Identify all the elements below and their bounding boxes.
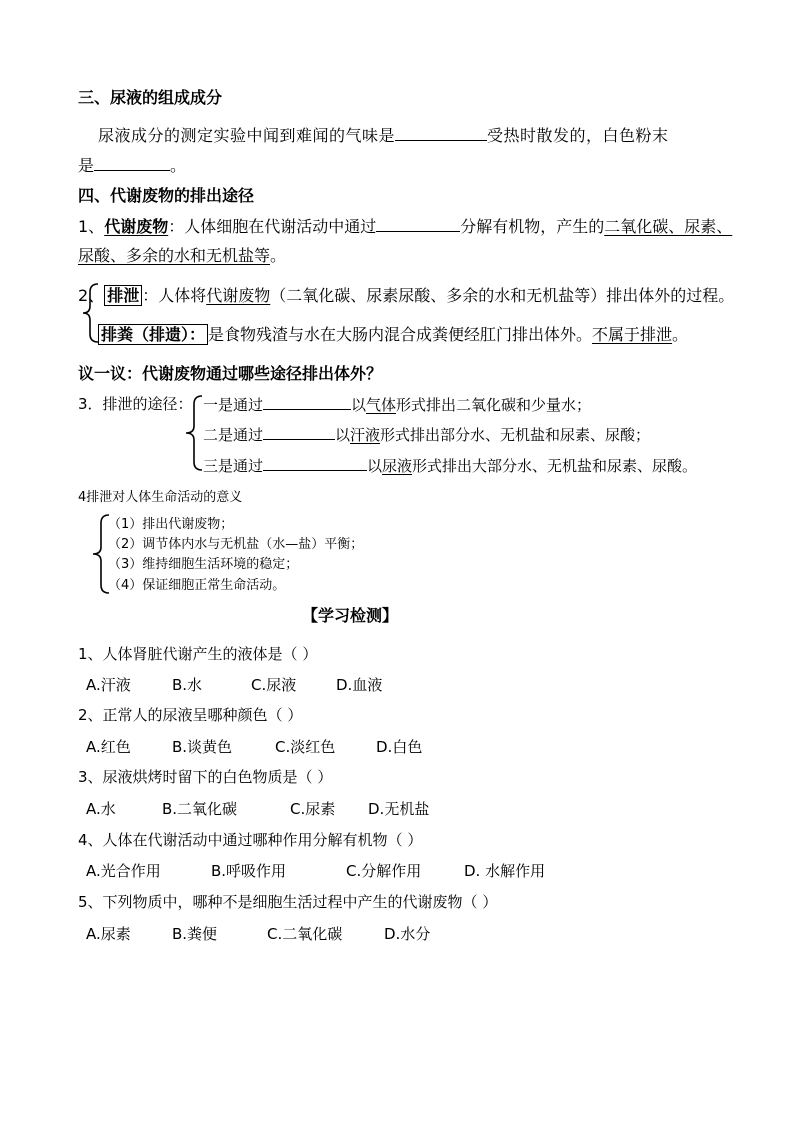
section-3-paragraph-line1 (98, 126, 669, 146)
route-3-form: 尿液 (382, 457, 413, 475)
q2-option-b: B.谈黄色 (172, 738, 233, 756)
route-1 (203, 395, 591, 415)
section-3-paragraph-line2 (78, 156, 186, 176)
item-2b-underlined: 不属于排泄 (592, 325, 673, 344)
meaning-item-1: （1）排出代谢废物； (108, 517, 234, 532)
route-1-text-b: 以 (351, 396, 367, 414)
route-3-text-c: 形式排出大部分水、无机盐和尿素、尿酸。 (412, 457, 698, 475)
item-1-underlined-1: 二氧化碳、尿素、 (604, 217, 733, 236)
meaning-item-3: （3）维持细胞生活环境的稳定； (108, 557, 299, 572)
q2-option-d: D.白色 (376, 738, 423, 756)
blank-odor-substance (395, 126, 487, 141)
item-2-text-a: ：人体将 (142, 286, 207, 305)
route-2-text-c: 形式排出部分水、无机盐和尿素、尿酸； (380, 426, 651, 444)
item-1-line1 (78, 217, 732, 237)
item-2-text-b: （二氧化碳、尿素尿酸、多余的水和无机盐等）排出体外的过程。 (270, 286, 735, 305)
item-1-line2 (78, 246, 286, 266)
blank-route-1-organ (263, 395, 351, 410)
route-2-text-a: 二是通过 (203, 426, 264, 444)
q4-option-c: C.分解作用 (346, 862, 422, 880)
item-2-line2 (98, 325, 688, 345)
discussion-heading: 议一议：代谢废物通过哪些途径排出体外？ (78, 364, 383, 383)
quiz-heading: 【学习检测】 (302, 606, 399, 625)
q4-option-d: D. 水解作用 (464, 862, 546, 880)
q5-option-c: C.二氧化碳 (267, 925, 343, 943)
route-1-text-a: 一是通过 (203, 396, 264, 414)
question-2: 2、正常人的尿液呈哪种颜色（ ） (78, 706, 303, 724)
excretion-routes-brace (183, 393, 205, 473)
item-1-text-a: ：人体细胞在代谢活动中通过 (168, 217, 377, 236)
item-2b-end: 。 (672, 325, 689, 344)
item-1-underlined-2: 尿酸、多余的水和无机盐等 (78, 246, 271, 265)
meaning-heading: 4排泄对人体生命活动的意义 (78, 490, 243, 505)
q2-option-a: A.红色 (86, 738, 131, 756)
q1-option-a: A.汗液 (86, 676, 131, 694)
item-1-end: 。 (270, 246, 287, 265)
s3-text-c: 是 (78, 156, 95, 175)
section-4-heading: 四、代谢废物的排出途径 (78, 186, 255, 205)
route-2-text-b: 以 (335, 426, 351, 444)
q1-option-d: D.血液 (336, 676, 383, 694)
blank-route-2-organ (263, 425, 335, 440)
question-5: 5、下列物质中，哪种不是细胞生活过程中产生的代谢废物（ ） (78, 893, 498, 911)
question-4: 4、人体在代谢活动中通过哪种作用分解有机物（ ） (78, 831, 423, 849)
route-1-text-c: 形式排出二氧化碳和少量水； (396, 396, 592, 414)
term-excretion: 排泄 (104, 285, 142, 306)
q3-option-d: D.无机盐 (368, 800, 430, 818)
q1-option-c: C.尿液 (251, 676, 297, 694)
q3-option-a: A.水 (86, 800, 116, 818)
blank-decompose-process (376, 217, 460, 232)
item-2b-text: 是食物残渣与水在大肠内混合成粪便经肛门排出体外。 (208, 325, 593, 344)
meaning-item-4: （4）保证细胞正常生命活动。 (108, 578, 286, 593)
section-3-heading: 三、尿液的组成成分 (78, 88, 223, 107)
q3-option-c: C.尿素 (290, 800, 336, 818)
q5-option-d: D.水分 (384, 925, 431, 943)
q3-option-b: B.二氧化碳 (162, 800, 238, 818)
q5-option-a: A.尿素 (86, 925, 131, 943)
route-2-form: 汗液 (350, 426, 381, 444)
item-2-number: 2、 (78, 286, 105, 305)
s3-text-a: 尿液成分的测定实验中闻到难闻的气味是 (98, 126, 396, 145)
route-3-text-b: 以 (367, 457, 383, 475)
excretion-routes-label: 3．排泄的途径： (78, 395, 193, 413)
term-egestion: 排粪（排遗）： (98, 324, 208, 345)
route-3-text-a: 三是通过 (203, 457, 264, 475)
route-2 (203, 425, 650, 445)
blank-white-powder (94, 156, 170, 171)
blank-route-3-organ (263, 456, 367, 471)
route-1-form: 气体 (366, 396, 397, 414)
q2-option-c: C.淡红色 (275, 738, 336, 756)
question-1: 1、人体肾脏代谢产生的液体是（ ） (78, 645, 318, 663)
q1-option-b: B.水 (172, 676, 203, 694)
item-1-text-b: 分解有机物，产生的 (460, 217, 605, 236)
q4-option-b: B.呼吸作用 (211, 862, 287, 880)
item-2-line1 (78, 286, 734, 306)
q5-option-b: B.粪便 (172, 925, 218, 943)
q4-option-a: A.光合作用 (86, 862, 161, 880)
route-3 (203, 456, 697, 476)
s3-text-b: 受热时散发的，白色粉末 (487, 126, 669, 145)
meaning-item-2: （2）调节体内水与无机盐（水—盐）平衡； (108, 537, 364, 552)
term-metabolic-waste: 代谢废物 (104, 217, 169, 236)
item-2-underlined: 代谢废物 (206, 286, 271, 305)
s3-text-d: 。 (170, 156, 187, 175)
item-1-number: 1、 (78, 217, 105, 236)
question-3: 3、尿液烘烤时留下的白色物质是（ ） (78, 768, 333, 786)
